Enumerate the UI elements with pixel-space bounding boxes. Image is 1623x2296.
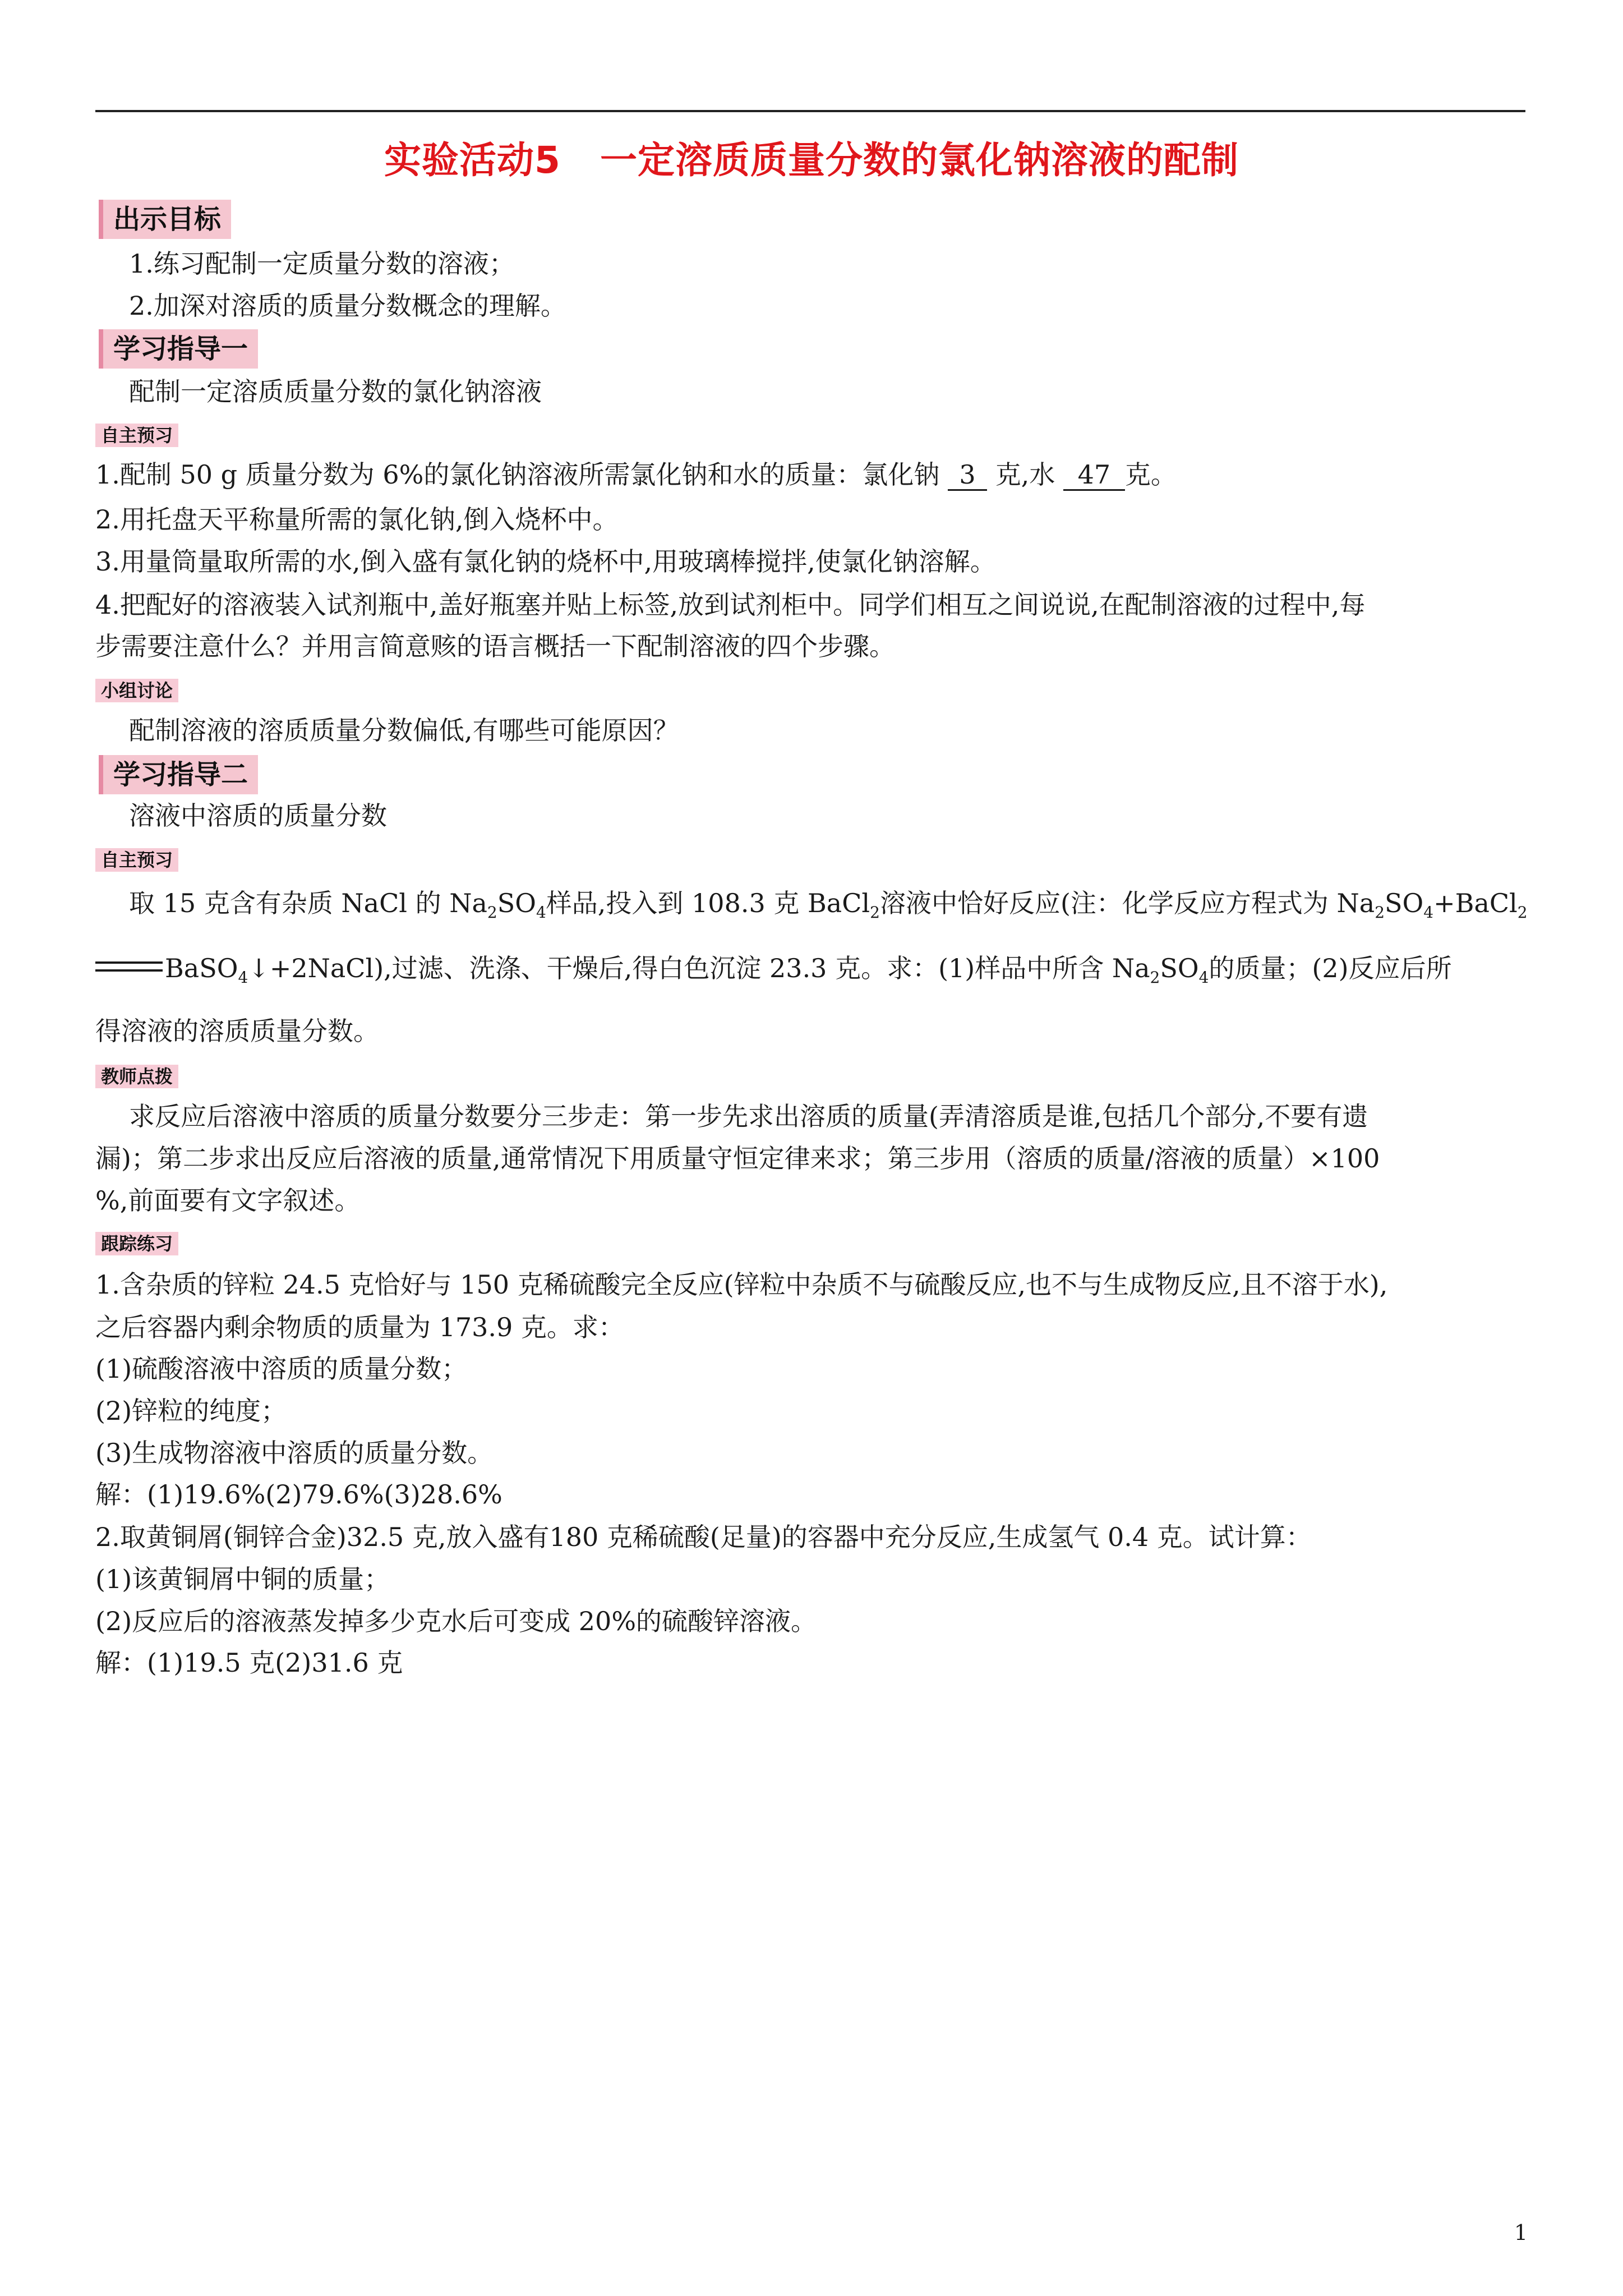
guide1-q4-cont: 步需要注意什么？并用言简意赅的语言概括一下配制溶液的四个步骤。 (95, 631, 895, 661)
teacher-line-2: 漏)；第二步求出反应后溶液的质量,通常情况下用质量守恒定律来求；第三步用（溶质的质量/溶液的质量）×100 (95, 1143, 1380, 1174)
top-rule (95, 110, 1525, 112)
title-part2: 一定溶质质量分数的氯化钠溶液的配制 (600, 139, 1239, 182)
q1-post: 克。 (1124, 459, 1177, 490)
equation-sign-icon (95, 961, 163, 972)
guide1-q1 (95, 458, 1177, 491)
problem-line-1: 取 15 克含有杂质 NaCl 的 $Na_2SO_4$样品,投入到 108.3 克 BaCl$_2$溶液中恰好反应(注：化学反应方程式为 $Na_2SO_4+BaCl_2$ (129, 888, 1528, 922)
exercise1-line-1: 1.含杂质的锌粒 24.5 克恰好与 150 克稀硫酸完全反应(锌粒中杂质不与硫酸反应,也不与生成物反应,且不溶于水), (95, 1269, 1388, 1300)
exercise2-line-1: 2.取黄铜屑(铜锌合金)32.5 克,放入盛有180 克稀硫酸(足量)的容器中充分反应,生成氢气 0.4 克。试计算： (95, 1522, 1312, 1552)
q1-answer-water: 47 (1063, 460, 1125, 491)
problem-line-2: BaSO$_4$↓+2NaCl),过滤、洗涤、干燥后,得白色沉淀 23.3 克。求：(1)样品中所含 $Na_2SO_4$的质量；(2)反应后所 (95, 951, 1452, 995)
exercise1-q1: (1)硫酸溶液中溶质的质量分数； (95, 1354, 468, 1384)
guide1-preview-label: 自主预习 (95, 424, 178, 447)
goals-label: 出示目标 (99, 200, 231, 239)
exercise2-answer: 解：(1)19.5 克(2)31.6 克 (95, 1648, 403, 1678)
page-title (0, 130, 1623, 183)
guide2-label: 学习指导二 (99, 755, 258, 794)
problem-line-3: 得溶液的溶质质量分数。 (95, 1016, 379, 1046)
guide2-preview-label: 自主预习 (95, 848, 178, 872)
teacher-label: 教师点拨 (95, 1065, 178, 1088)
discuss-text: 配制溶液的溶质质量分数偏低,有哪些可能原因？ (129, 715, 679, 746)
teacher-line-1: 求反应后溶液中溶质的质量分数要分三步走：第一步先求出溶质的质量(弄清溶质是谁,包括几个部分,不要有遗 (129, 1101, 1368, 1131)
exercise1-q2: (2)锌粒的纯度； (95, 1396, 287, 1426)
exercise1-answer: 解：(1)19.6%(2)79.6%(3)28.6% (95, 1479, 502, 1510)
goal-item: 2.加深对溶质的质量分数概念的理解。 (129, 291, 566, 321)
title-part1: 实验活动5 (384, 139, 561, 182)
goal-item: 1.练习配制一定质量分数的溶液； (129, 249, 515, 279)
page-number: 1 (1514, 2220, 1528, 2245)
exercise2-q1: (1)该黄铜屑中铜的质量； (95, 1564, 390, 1594)
guide1-label: 学习指导一 (99, 329, 258, 369)
practice-label: 跟踪练习 (95, 1232, 178, 1255)
q1-mid: 克,水 (995, 459, 1055, 490)
guide1-q3: 3.用量筒量取所需的水,倒入盛有氯化钠的烧杯中,用玻璃棒搅拌,使氯化钠溶解。 (95, 546, 996, 577)
exercise1-line-2: 之后容器内剩余物质的质量为 173.9 克。求： (95, 1312, 624, 1342)
teacher-line-3: %,前面要有文字叙述。 (95, 1185, 361, 1216)
exercise2-q2: (2)反应后的溶液蒸发掉多少克水后可变成 20%的硫酸锌溶液。 (95, 1606, 817, 1636)
guide1-intro: 配制一定溶质质量分数的氯化钠溶液 (129, 376, 542, 407)
discuss-label: 小组讨论 (95, 679, 178, 702)
guide1-q2: 2.用托盘天平称量所需的氯化钠,倒入烧杯中。 (95, 504, 619, 535)
q1-answer-nacl: 3 (948, 460, 987, 491)
q1-text: 1.配制 50 g 质量分数为 6%的氯化钠溶液所需氯化钠和水的质量：氯化钠 (95, 459, 940, 490)
guide1-q4: 4.把配好的溶液装入试剂瓶中,盖好瓶塞并贴上标签,放到试剂柜中。同学们相互之间说说,在配制溶液的过程中,每 (95, 590, 1366, 620)
exercise1-q3: (3)生成物溶液中溶质的质量分数。 (95, 1438, 494, 1468)
guide2-intro: 溶液中溶质的质量分数 (129, 800, 387, 831)
